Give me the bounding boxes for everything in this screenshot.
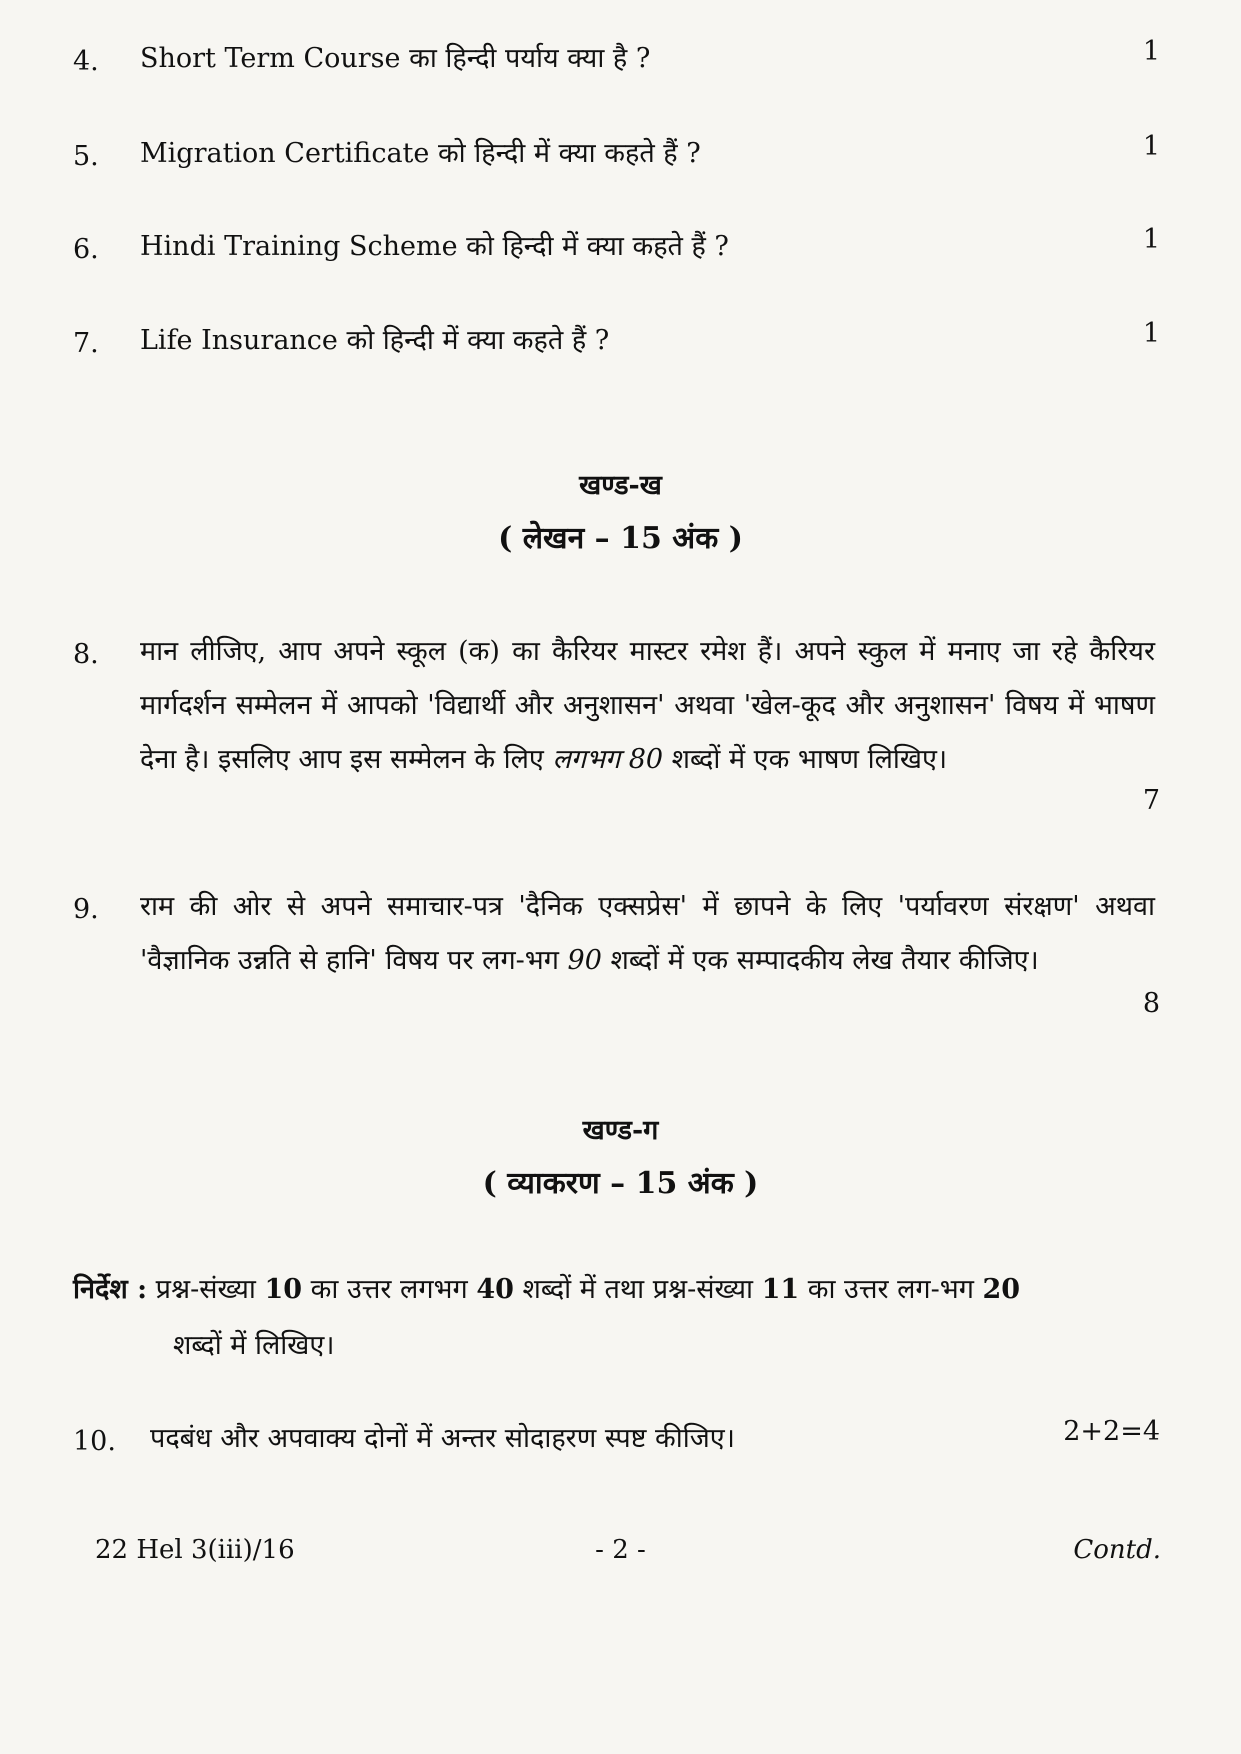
- instruction-label: निर्देश :: [73, 1274, 148, 1305]
- question-number: 7.: [73, 328, 99, 359]
- question-text-part: शब्दों में एक सम्पादकीय लेख तैयार कीजिए।: [601, 945, 1039, 976]
- page-number: - 2 -: [595, 1535, 646, 1565]
- question-text-part: शब्दों में एक भाषण लिखिए।: [663, 744, 948, 775]
- question-number: 5.: [73, 141, 99, 172]
- section-subheading: ( व्याकरण – 15 अंक ): [482, 1166, 759, 1201]
- question-marks: 2+2=4: [1063, 1416, 1160, 1447]
- question-text: [140, 880, 1155, 988]
- question-text-part: राम की ओर से अपने समाचार-पत्र 'दैनिक एक्सप्रेस' में छापने के लिए 'पर्यावरण संरक्षण' अथवा 'वैज्ञानिक उन्नति से हानि' विषय पर लग-भग: [140, 891, 1155, 976]
- question-number: 10.: [73, 1426, 116, 1457]
- instruction-number: 20: [982, 1274, 1021, 1305]
- section-heading: खण्ड-ग: [582, 1115, 659, 1146]
- instruction-text: शब्दों में तथा प्रश्न-संख्या: [513, 1274, 762, 1305]
- instruction-number: 40: [476, 1274, 514, 1305]
- question-text: Hindi Training Scheme को हिन्दी में क्या कहते हैं ?: [140, 231, 729, 262]
- question-marks: 1: [1142, 131, 1160, 162]
- question-number: 8.: [73, 639, 99, 670]
- section-subheading: ( लेखन – 15 अंक ): [498, 521, 743, 556]
- question-text-part: मान लीजिए, आप अपने स्कूल (क) का कैरियर मास्टर रमेश हैं। अपने स्कुल में मनाए जा रहे कैरियर मार्गदर्शन सम्मेलन में आपको 'विद्यार्थी और अनुशासन' अथवा 'खेल-कूद और अनुशासन' विषय में भाषण देना है। इसलिए आप इस सम्मेलन के लिए: [140, 636, 1155, 775]
- question-text: पदबंध और अपवाक्य दोनों में अन्तर सोदाहरण स्पष्ट कीजिए।: [150, 1423, 735, 1454]
- section-c-header: [0, 1110, 1241, 1202]
- question-text: Life Insurance को हिन्दी में क्या कहते हैं ?: [140, 325, 610, 356]
- question-text-emphasis: 90: [567, 945, 602, 976]
- instruction: [73, 1262, 1163, 1374]
- question-marks: 1: [1142, 318, 1160, 349]
- question-text: Migration Certificate को हिन्दी में क्या कहते हैं ?: [140, 138, 701, 169]
- instruction-number: 10: [264, 1274, 303, 1305]
- question-text: [140, 625, 1155, 787]
- question-number: 9.: [73, 894, 99, 925]
- section-b-header: [0, 465, 1241, 557]
- question-marks: 1: [1142, 36, 1160, 67]
- instruction-text: का उत्तर लगभग: [302, 1274, 477, 1305]
- question-number: 6.: [73, 234, 99, 265]
- section-heading: खण्ड-ख: [579, 470, 662, 501]
- question-marks: 8: [1142, 988, 1160, 1019]
- question-number: 4.: [73, 46, 99, 77]
- question-marks: 7: [1142, 785, 1160, 816]
- instruction-text: प्रश्न-संख्या: [147, 1274, 265, 1305]
- instruction-text: का उत्तर लग-भग: [799, 1274, 983, 1305]
- question-text-emphasis: लगभग 80: [552, 744, 664, 775]
- question-text: Short Term Course का हिन्दी पर्याय क्या है ?: [140, 43, 651, 74]
- paper-code: 22 Hel 3(iii)/16: [95, 1535, 295, 1565]
- question-marks: 1: [1142, 224, 1160, 255]
- continued-label: Contd.: [1073, 1535, 1161, 1565]
- instruction-number: 11: [761, 1274, 800, 1305]
- instruction-text: शब्दों में लिखिए।: [173, 1330, 335, 1361]
